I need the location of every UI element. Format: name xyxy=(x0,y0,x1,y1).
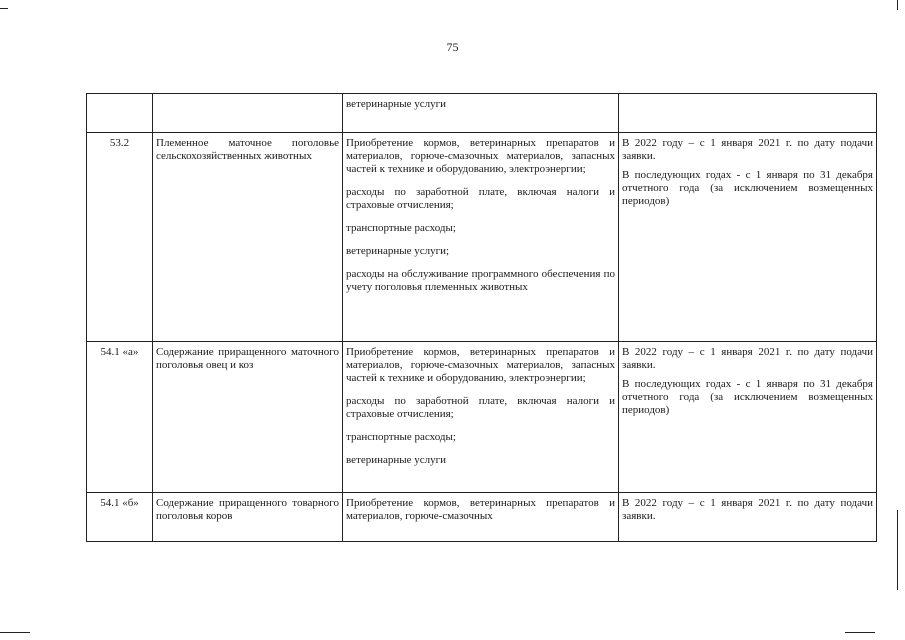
scan-edge-mark xyxy=(845,632,875,633)
cost-item: транспортные расходы; xyxy=(346,431,456,443)
scan-edge-mark xyxy=(897,0,898,10)
cost-item: ветеринарные услуги xyxy=(346,454,447,466)
row-number-cell: 54.1 «а» xyxy=(87,342,153,493)
period-cell xyxy=(619,94,877,133)
direction-cell: Содержание приращенного маточного поголовья овец и коз xyxy=(153,342,343,493)
table-row xyxy=(87,493,877,542)
table-row xyxy=(87,133,877,342)
direction-cell: Племенное маточное поголовье сельскохозяйственных животных xyxy=(153,133,343,342)
table-row xyxy=(87,342,877,493)
costs-cell xyxy=(343,342,619,493)
cost-item: Приобретение кормов, ветеринарных препаратов и материалов, горюче-смазочных материалов, запасных частей к технике и оборудованию, электроэнергии; xyxy=(346,137,615,175)
period-item: В последующих годах - с 1 января по 31 декабря отчетного года (за исключением возмещенных периодов) xyxy=(622,169,873,207)
row-number-cell: 53.2 xyxy=(87,133,153,342)
scan-edge-mark xyxy=(0,8,8,9)
subsidy-table xyxy=(86,93,877,542)
cost-item: расходы по заработной плате, включая налоги и страховые отчисления; xyxy=(346,186,615,211)
scan-edge-mark xyxy=(897,510,898,590)
row-number-cell xyxy=(87,94,153,133)
table-row xyxy=(87,94,877,133)
cost-item: расходы на обслуживание программного обеспечения по учету поголовья племенных животных xyxy=(346,268,615,293)
row-number-cell: 54.1 «б» xyxy=(87,493,153,542)
period-cell xyxy=(619,493,877,542)
scan-edge-mark xyxy=(0,632,30,633)
cost-item: расходы по заработной плате, включая налоги и страховые отчисления; xyxy=(346,395,615,420)
cost-item: ветеринарные услуги; xyxy=(346,245,450,257)
direction-cell: Содержание приращенного товарного поголовья коров xyxy=(153,493,343,542)
cost-item: Приобретение кормов, ветеринарных препаратов и материалов, горюче-смазочных xyxy=(346,497,615,522)
cost-item: транспортные расходы; xyxy=(346,222,456,234)
direction-cell xyxy=(153,94,343,133)
period-item: В 2022 году – с 1 января 2021 г. по дату подачи заявки. xyxy=(622,137,873,162)
period-item: В 2022 году – с 1 января 2021 г. по дату подачи заявки. xyxy=(622,346,873,371)
costs-cell xyxy=(343,94,619,133)
cost-item: Приобретение кормов, ветеринарных препаратов и материалов, горюче-смазочных материалов, запасных частей к технике и оборудованию, электроэнергии; xyxy=(346,346,615,384)
period-cell xyxy=(619,342,877,493)
page-number: 75 xyxy=(446,40,459,54)
cost-item: ветеринарные услуги xyxy=(346,98,447,110)
costs-cell xyxy=(343,133,619,342)
period-item: В последующих годах - с 1 января по 31 декабря отчетного года (за исключением возмещенных периодов) xyxy=(622,378,873,416)
period-item: В 2022 году – с 1 января 2021 г. по дату подачи заявки. xyxy=(622,497,873,522)
costs-cell xyxy=(343,493,619,542)
period-cell xyxy=(619,133,877,342)
